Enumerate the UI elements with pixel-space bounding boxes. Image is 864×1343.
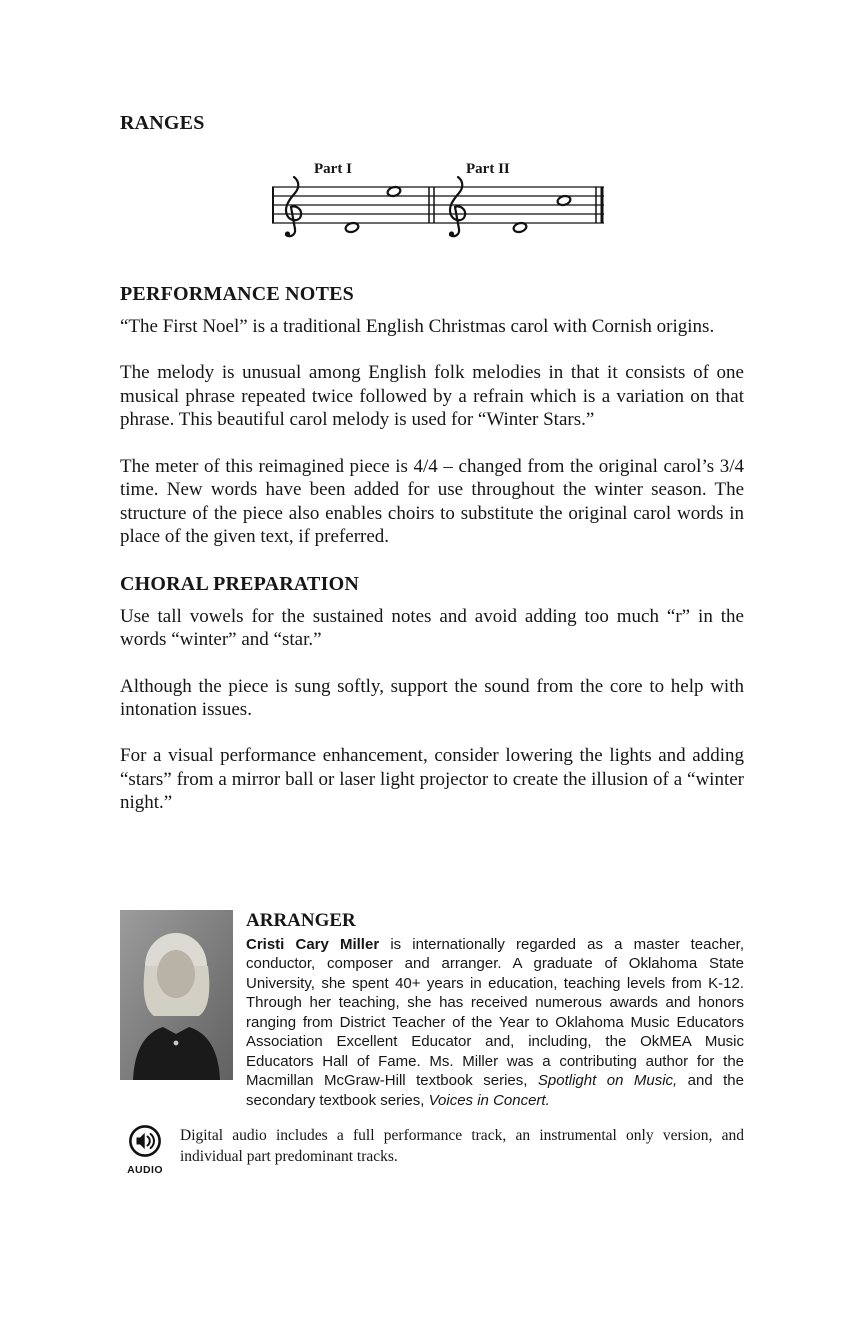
performance-paragraph: The melody is unusual among English folk melodies in that it consists of one musical phrase repeated twice followed by a refrain which is a variation on that phrase. This beautiful carol melody is used for “Winter Stars.” [120, 362, 744, 431]
performance-paragraph: “The First Noel” is a traditional English Christmas carol with Cornish origins. [120, 316, 715, 337]
arranger-photo [120, 910, 233, 1080]
treble-clef-icon [449, 177, 465, 237]
speaker-icon [128, 1124, 162, 1158]
choral-paragraph: Use tall vowels for the sustained notes and avoid adding too much “r” in the words “winter” and “star.” [120, 605, 744, 651]
audio-section [120, 1124, 744, 1176]
arranger-name: Cristi Cary Miller [246, 935, 380, 953]
whole-notes-part-one [345, 186, 402, 234]
audio-label: AUDIO [127, 1164, 163, 1177]
part-two-label: Part II [466, 161, 510, 177]
arranger-section [120, 910, 744, 1111]
heading-choral-preparation: CHORAL PREPARATION [120, 572, 359, 595]
arranger-bio [246, 935, 744, 1111]
book-title: Voices in Concert. [428, 1091, 550, 1109]
audio-note-text: Digital audio includes a full performance track, an instrumental only version, and individual part predominant tracks. [180, 1127, 744, 1166]
ranges-music-example [272, 161, 604, 259]
treble-clef-icon [285, 177, 301, 237]
performance-paragraph: The meter of this reimagined piece is 4/4 – changed from the original carol’s 3/4 time. New words have been added for use throughout the winter season. The structure of the piece also enables choirs to substitute the original carol words in place of the given text, if preferred. [120, 455, 744, 548]
choral-paragraph: For a visual performance enhancement, consider lowering the lights and adding “stars” from a mirror ball or laser light projector to create the illusion of a “winter night.” [120, 745, 744, 814]
arranger-bio-column [246, 910, 744, 1111]
choral-paragraph: Although the piece is sung softly, support the sound from the core to help with intonation issues. [120, 675, 744, 720]
music-staff [272, 167, 604, 251]
heading-arranger: ARRANGER [246, 909, 356, 931]
heading-ranges: RANGES [120, 112, 205, 134]
staff-lines [272, 187, 604, 223]
book-title: Spotlight on Music, [537, 1072, 678, 1090]
audio-badge [122, 1124, 168, 1176]
arranger-bio-text: is internationally regarded as a master teacher, conductor, composer and arranger. A graduate of Oklahoma State University, she spent 40+ years in education, teaching levels from K-12. Through her teaching, she has received numerous awards and honors ranging from District Teacher of the Year to Oklahoma Music Educators Association Excellent Educator and, including, the OkMEA Music Educators Hall of Fame. Ms. Miller was a contributing author for the Macmillan McGraw-Hill textbook series, [246, 935, 744, 1090]
part-one-label: Part I [314, 161, 352, 177]
heading-performance-notes: PERFORMANCE NOTES [120, 283, 354, 305]
arranger-bio-text: and the secondary textbook series, [246, 1072, 744, 1109]
arranger-portrait-image [120, 910, 233, 1080]
